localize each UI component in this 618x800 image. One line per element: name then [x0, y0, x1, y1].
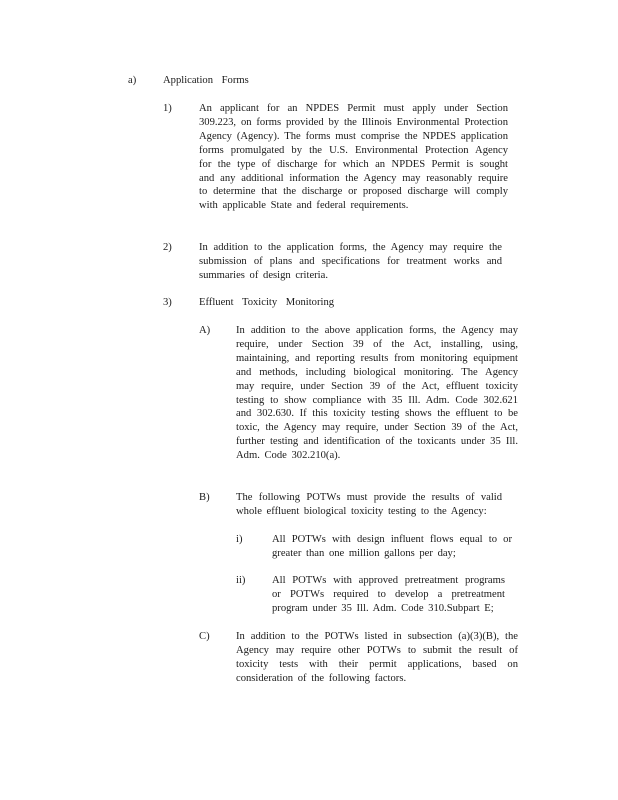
subitem-b-label: B): [199, 492, 210, 503]
section-a-label: a): [128, 75, 137, 86]
subitem-b-i-paragraph: All POTWs with design influent flows equal to or greater than one million gallons per day;: [272, 534, 512, 559]
subitem-c-paragraph: In addition to the POTWs listed in subsection (a)(3)(B), the Agency may require other POTWs to submit the result of toxicity tests with their permit applications, based on consideration of the following factors.: [236, 631, 518, 684]
subitem-b-ii-label: ii): [236, 575, 246, 586]
item-2-label: 2): [163, 242, 172, 253]
subitem-a-paragraph: In addition to the above application forms, the Agency may require, under Section 39 of the Act, installing, using, maintaining, and reporting results from monitoring equipment and methods, including biological monitoring. The Agency may require, under Section 39 of the Act, effluent toxicity testing to show compliance with 35 Ill. Adm. Code 302.621 and 302.630. If this toxicity testing shows the effluent to be toxic, the Agency may require, under Section 39 of the Act, further testing and identification of the toxicants under 35 Ill. Adm. Code 302.210(a).: [236, 325, 518, 462]
item-1-paragraph: An applicant for an NPDES Permit must apply under Section 309.223, on forms provided by the Illinois Environmental Protection Agency (Agency). The forms must comprise the NPDES application forms promulgated by the U.S. Environmental Protection Agency for the type of discharge for which an NPDES Permit is sought and any additional information the Agency may reasonably require to determine that the discharge or proposed discharge will comply with applicable State and federal requirements.: [199, 103, 508, 212]
subitem-a-label: A): [199, 325, 211, 336]
item-3-label: 3): [163, 297, 172, 308]
subitem-b-i-label: i): [236, 534, 243, 545]
subitem-c-label: C): [199, 631, 210, 642]
item-1-label: 1): [163, 103, 172, 114]
item-3-title: Effluent Toxicity Monitoring: [199, 297, 335, 308]
item-2-paragraph: In addition to the application forms, the Agency may require the submission of plans and specifications for treatment works and summaries of design criteria.: [199, 242, 502, 281]
section-a-title: Application Forms: [163, 75, 249, 86]
subitem-b-ii-paragraph: All POTWs with approved pretreatment programs or POTWs required to develop a pretreatment program under 35 Ill. Adm. Code 310.Subpart E;: [272, 575, 505, 614]
subitem-b-paragraph: The following POTWs must provide the results of valid whole effluent biological toxicity testing to the Agency:: [236, 492, 502, 517]
